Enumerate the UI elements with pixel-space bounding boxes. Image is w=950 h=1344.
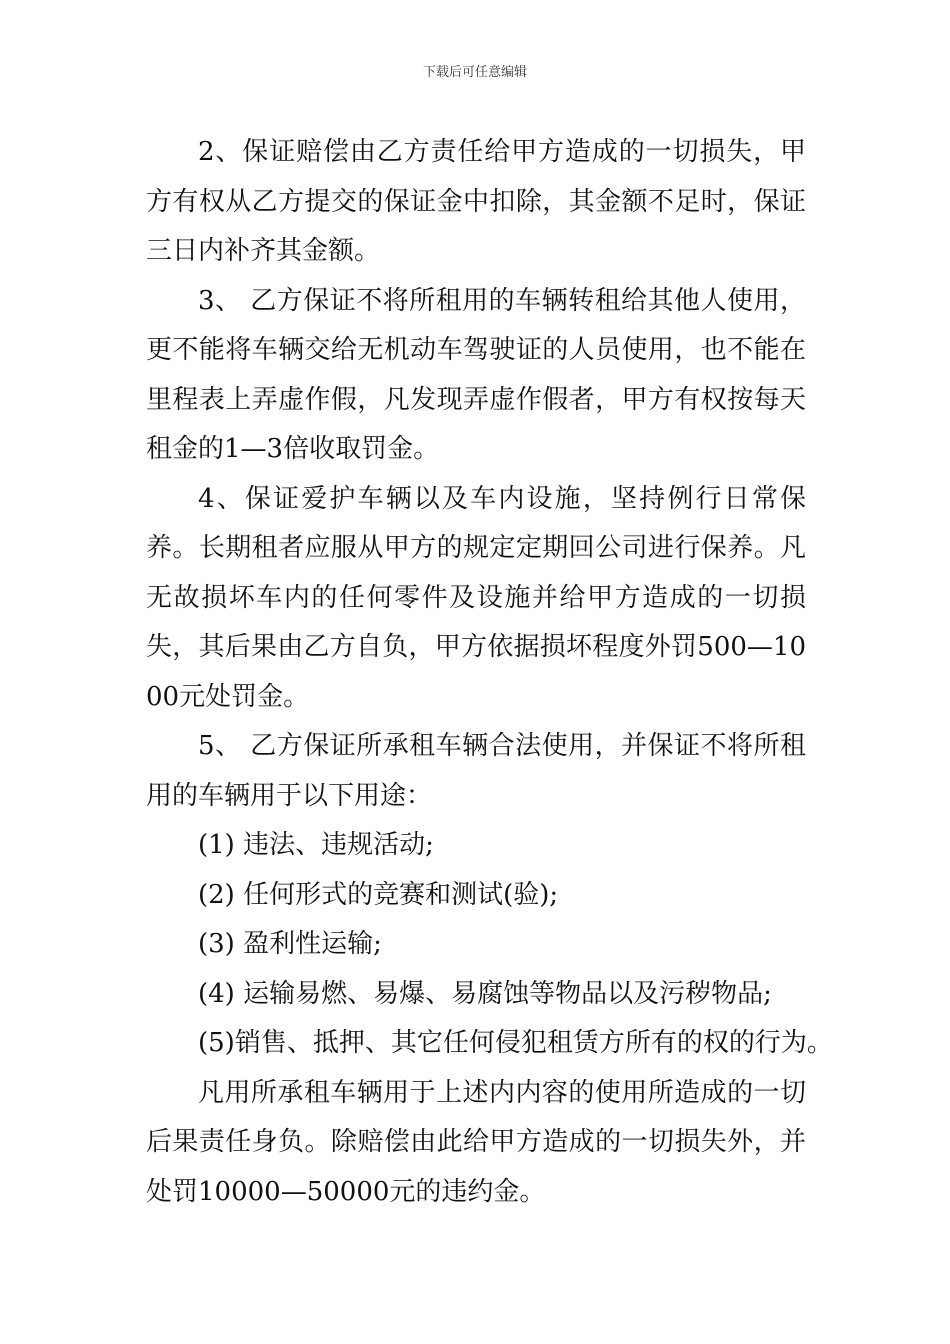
list-item-5: (5)销售、抵押、其它任何侵犯租赁方所有的权的行为。 [198, 1028, 833, 1058]
closing-paragraph: 凡用所承租车辆用于上述内内容的使用所造成的一切后果责任身负。除赔偿由此给甲方造成的一切损失外，并处罚10000—50000元的违约金。 [146, 1077, 806, 1207]
document-body [146, 128, 833, 1217]
clause-2: 2、保证赔偿由乙方责任给甲方造成的一切损失，甲方有权从乙方提交的保证金中扣除，其金额不足时，保证三日内补齐其金额。 [146, 137, 806, 266]
clause-3: 3、 乙方保证不将所租用的车辆转租给其他人使用，更不能将车辆交给无机动车驾驶证的人员使用，也不能在里程表上弄虚作假，凡发现弄虚作假者，甲方有权按每天租金的1—3倍收取罚金。 [146, 285, 806, 464]
clause-5: 5、 乙方保证所承租车辆合法使用，并保证不将所租用的车辆用于以下用途： [146, 731, 806, 811]
page-header: 下载后可任意编辑 [422, 65, 527, 80]
list-item-3: (3) 盈利性运输; [198, 929, 382, 959]
list-item-4: (4) 运输易燃、易爆、易腐蚀等物品以及污秽物品; [198, 978, 772, 1009]
clause-4: 4、保证爱护车辆以及车内设施，坚持例行日常保养。长期租者应服从甲方的规定定期回公司进行保养。凡无故损坏车内的任何零件及设施并给甲方造成的一切损失，其后果由乙方自负，甲方依据损坏程度外罚500—1000元处罚金。 [146, 483, 806, 712]
list-item-1: (1) 违法、违规活动; [198, 830, 434, 860]
list-item-2: (2) 任何形式的竞赛和测试(验); [198, 879, 559, 910]
